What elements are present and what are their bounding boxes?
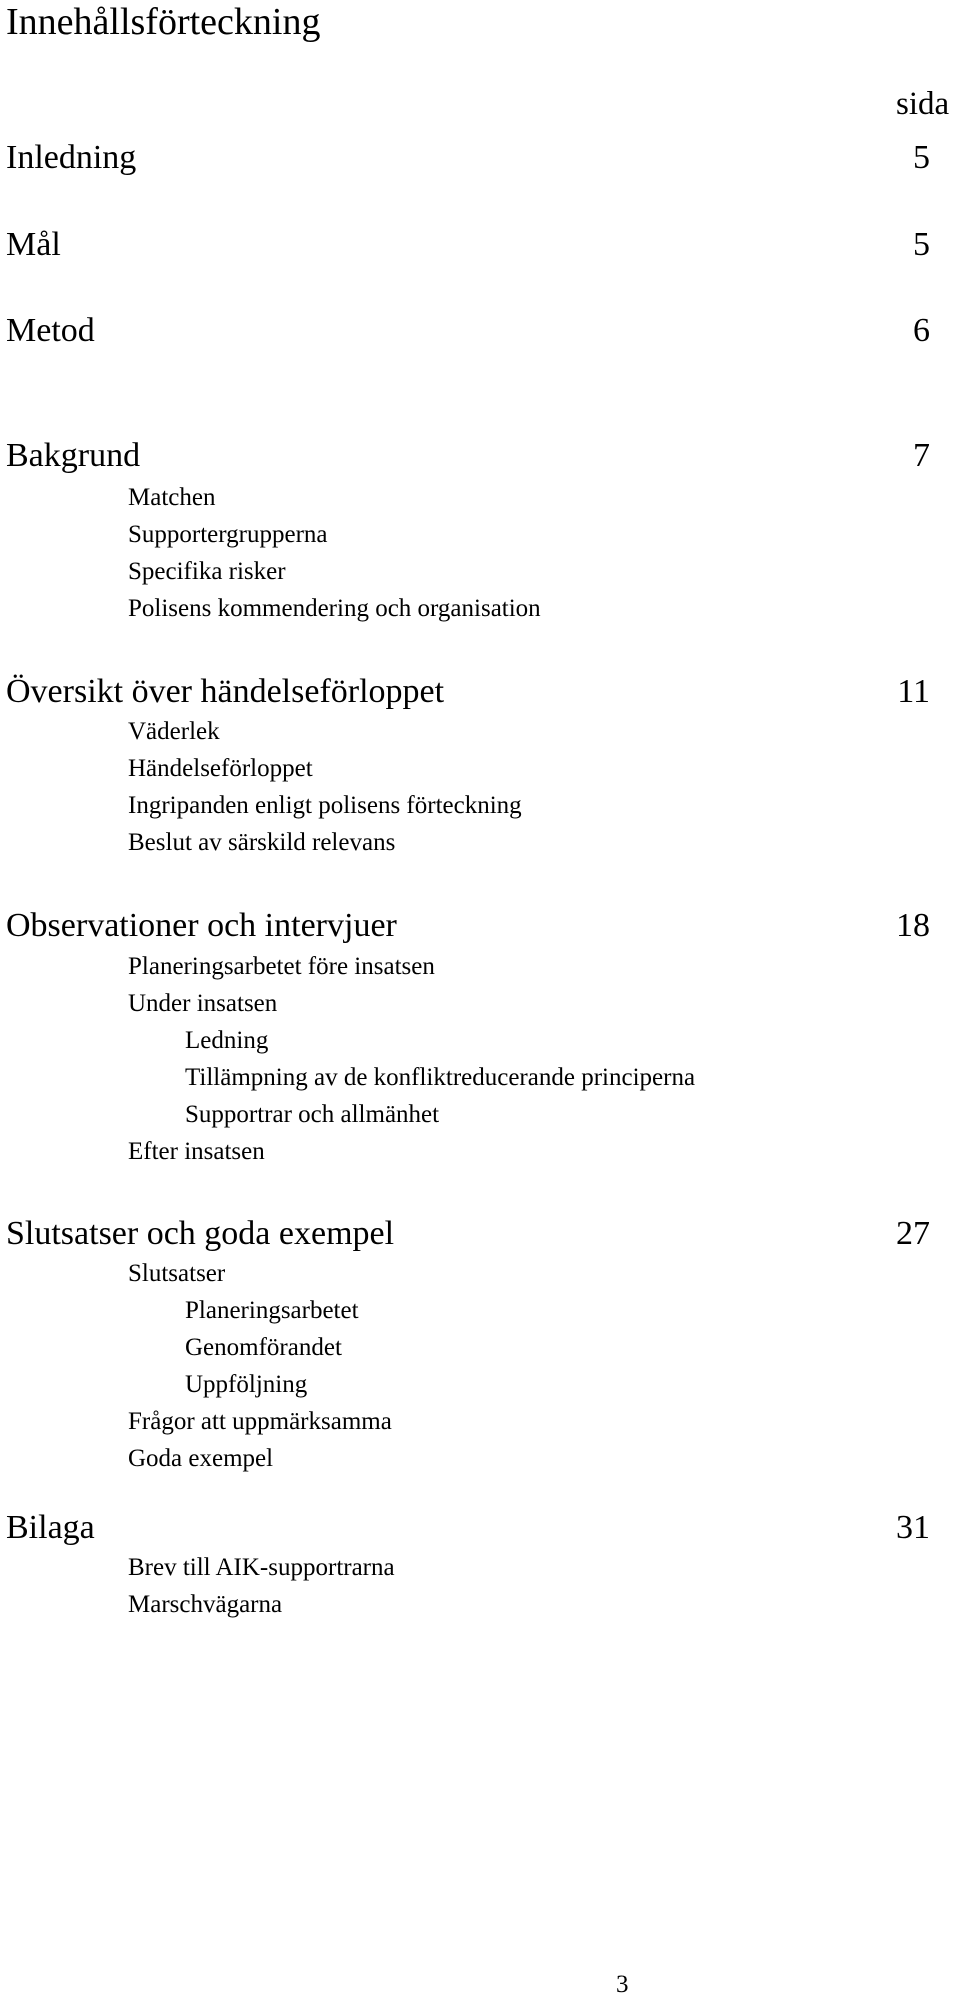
toc-subsection[interactable]: Beslut av särskild relevans [128, 829, 396, 856]
toc-subsubsection[interactable]: Planeringsarbetet [185, 1297, 359, 1324]
toc-section-title[interactable]: Bakgrund [6, 437, 141, 474]
toc-section-page: 6 [913, 312, 930, 349]
toc-section-title[interactable]: Inledning [6, 139, 137, 176]
toc-section-page: 5 [913, 139, 930, 176]
toc-subsection[interactable]: Matchen [128, 484, 216, 511]
page-number: 3 [616, 1971, 629, 1998]
toc-subsubsection[interactable]: Tillämpning av de konfliktreducerande principerna [185, 1064, 696, 1091]
toc-subsection[interactable]: Supportergrupperna [128, 521, 328, 548]
toc-section-title[interactable]: Slutsatser och goda exempel [6, 1215, 395, 1252]
toc-subsubsection[interactable]: Uppföljning [185, 1371, 308, 1398]
toc-section-page: 7 [913, 437, 930, 474]
toc-subsection[interactable]: Slutsatser [128, 1260, 226, 1287]
toc-section-page: 5 [913, 226, 930, 263]
toc-subsection[interactable]: Frågor att uppmärksamma [128, 1408, 392, 1435]
toc-section-page: 31 [896, 1509, 930, 1546]
toc-subsubsection[interactable]: Genomförandet [185, 1334, 342, 1361]
toc-section-title[interactable]: Bilaga [6, 1509, 95, 1546]
toc-subsection[interactable]: Polisens kommendering och organisation [128, 595, 541, 622]
toc-subsection[interactable]: Händelseförloppet [128, 755, 313, 782]
page-column-label: sida [896, 86, 950, 122]
toc-subsection[interactable]: Marschvägarna [128, 1591, 283, 1618]
toc-subsection[interactable]: Brev till AIK-supportrarna [128, 1554, 395, 1581]
toc-subsection[interactable]: Goda exempel [128, 1445, 274, 1472]
toc-subsection[interactable]: Specifika risker [128, 558, 286, 585]
toc-section-page: 18 [896, 907, 930, 944]
toc-section-title[interactable]: Mål [6, 226, 61, 263]
toc-subsubsection[interactable]: Ledning [185, 1027, 269, 1054]
toc-section-title[interactable]: Metod [6, 312, 95, 349]
toc-section-title[interactable]: Observationer och intervjuer [6, 907, 397, 944]
toc-subsection[interactable]: Under insatsen [128, 990, 278, 1017]
toc-section-page: 11 [897, 673, 930, 710]
page-title: Innehållsförteckning [6, 1, 321, 43]
toc-subsubsection[interactable]: Supportrar och allmänhet [185, 1101, 440, 1128]
toc-section-page: 27 [896, 1215, 930, 1252]
toc-section-title[interactable]: Översikt över händelseförloppet [6, 673, 445, 710]
toc-subsection[interactable]: Efter insatsen [128, 1138, 265, 1165]
toc-subsection[interactable]: Ingripanden enligt polisens förteckning [128, 792, 522, 819]
toc-subsection[interactable]: Planeringsarbetet före insatsen [128, 953, 435, 980]
toc-subsection[interactable]: Väderlek [128, 718, 220, 745]
